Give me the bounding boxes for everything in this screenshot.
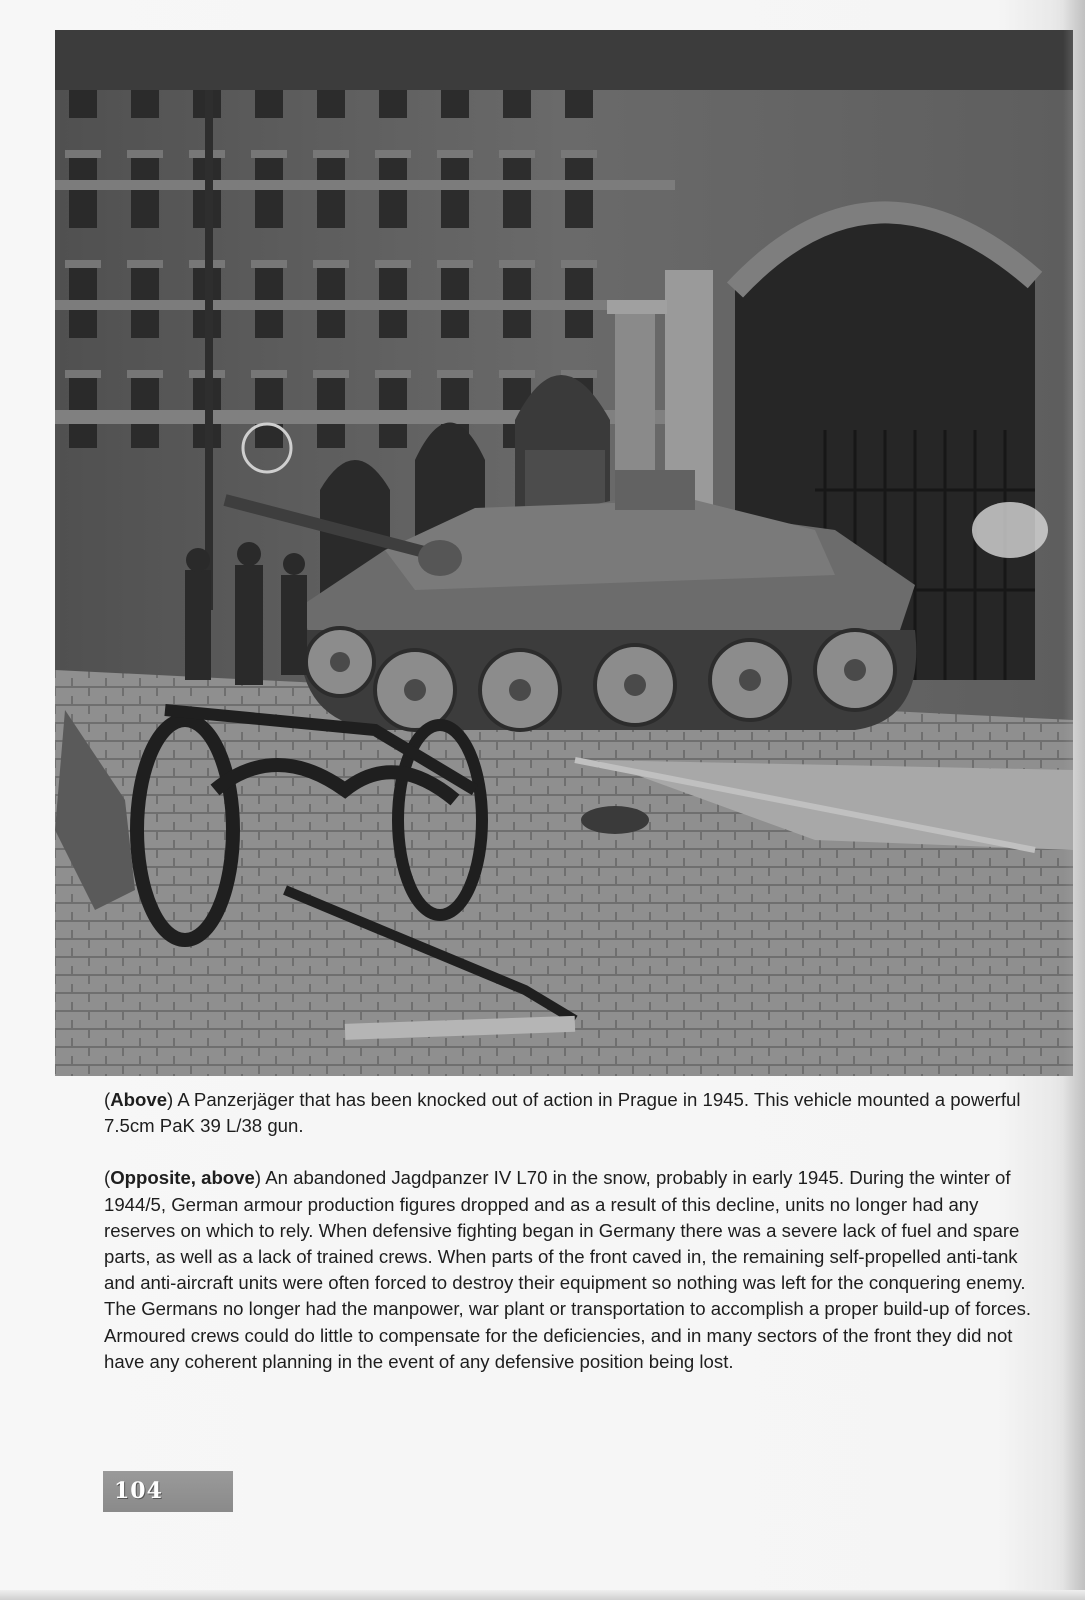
photograph <box>55 30 1073 1076</box>
caption-text-above: A Panzerjäger that has been knocked out of action in Prague in 1945. This vehicle mounted a powerful 7.5cm PaK 39 L/38 gun. <box>104 1089 1021 1137</box>
photograph-illustration <box>55 30 1073 1076</box>
caption-label-opposite-above: Opposite, above <box>110 1167 255 1189</box>
captions <box>104 1087 1034 1375</box>
caption-label-above: Above <box>110 1089 168 1110</box>
caption-above: (Above) A Panzerjäger that has been knocked out of action in Prague in 1945. This vehicle mounted a powerful 7.5cm PaK 39 L/38 gun. <box>104 1089 1021 1137</box>
page-number-box <box>103 1471 233 1512</box>
page-number: 104 <box>114 1478 163 1504</box>
caption-text-opposite-above: An abandoned Jagdpanzer IV L70 in the snow, probably in early 1945. During the winter of 1944/5, German armour production figures dropped and as a result of this decline, units no longer had any reserves on which to rely. When defensive fighting began in Germany there was a severe lack of fuel and spare parts, as well as a lack of trained crews. When parts of the front caved in, the remaining self-propelled anti-tank and anti-aircraft units were often forced to destroy their equipment so nothing was left for the conquering enemy. The Germans no longer had the manpower, war plant or transportation to accomplish a proper build-up of forces. Armoured crews could do little to compensate for the deficiencies, and in many sectors of the front they did not have any coherent planning in the event of any defensive position being lost. <box>104 1167 1032 1372</box>
page-bottom-edge <box>0 1590 1085 1600</box>
page-edge-shadow <box>1063 0 1085 1600</box>
caption-opposite-above: (Opposite, above) An abandoned Jagdpanzer IV L70 in the snow, probably in early 1945. During the winter of 1944/5, German armour production figures dropped and as a result of this decline, units no longer had any reserves on which to rely. When defensive fighting began in Germany there was a severe lack of fuel and spare parts, as well as a lack of trained crews. When parts of the front caved in, the remaining self-propelled anti-tank and anti-aircraft units were often forced to destroy their equipment so nothing was left for the conquering enemy. The Germans no longer had the manpower, war plant or transportation to accomplish a proper build-up of forces. Armoured crews could do little to compensate for the deficiencies, and in many sectors of the front they did not have any coherent planning in the event of any defensive position being lost. <box>104 1167 1032 1372</box>
